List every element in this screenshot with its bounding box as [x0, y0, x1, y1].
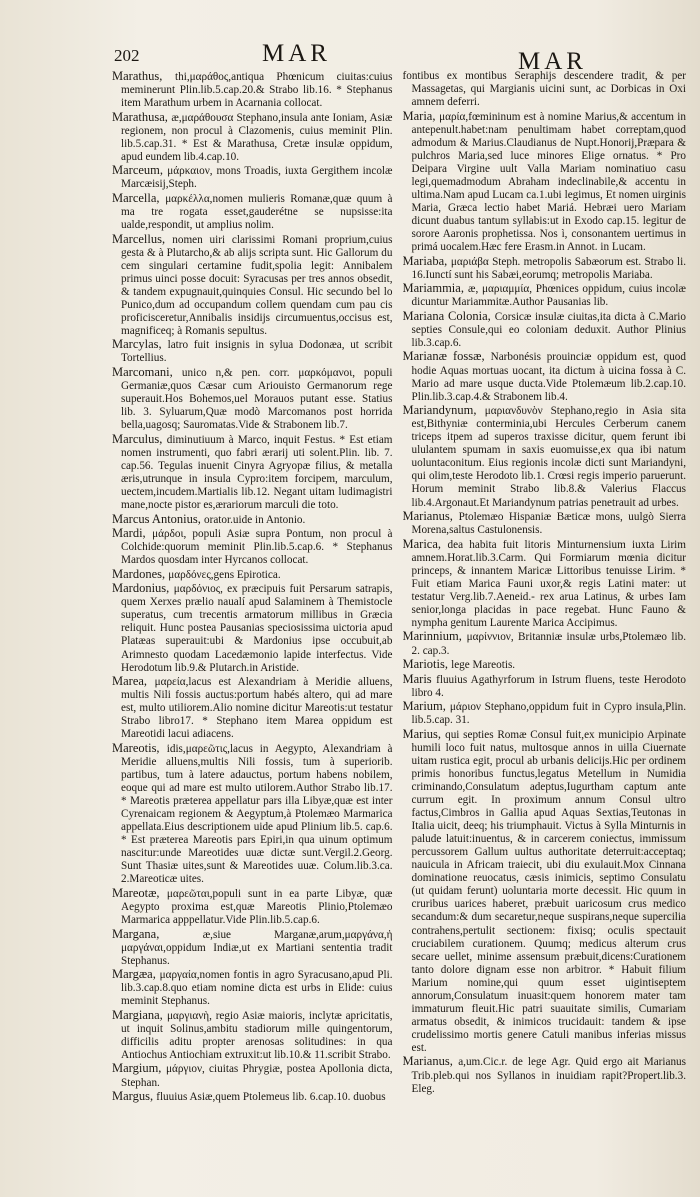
- dictionary-entry: [403, 538, 687, 630]
- dictionary-entry: [112, 433, 393, 512]
- entry-text: fluuius Asiæ,quem Ptolemeus lib. 6.cap.10. duobus: [156, 1091, 386, 1104]
- entry-text: μάρκαιον, mons Troadis, iuxta Gergithem incolæ Marcæisij,Steph.: [121, 165, 393, 191]
- dictionary-entry: [112, 338, 393, 365]
- dictionary-entry: [112, 675, 393, 741]
- entry-headword: Margium,: [112, 1061, 166, 1076]
- entry-headword: Mariammia,: [402, 281, 469, 296]
- entry-text: æ,μαράθουσα Stephano,insula ante Ioniam, Asiæ regionem, non procul à Clazomenis, cuius meminit Plin. lib.5.cap.31. * Est & Marathusa, Cretæ insulæ oppidum, apud eundem lib.4.cap.10.: [121, 111, 393, 163]
- dictionary-entry: [403, 110, 687, 255]
- running-head-left: MAR: [262, 40, 331, 67]
- entry-text: μαρεῶται,populi sunt in ea parte Libyæ, quæ Aegypto proxima est,quæ Mareotis Plinio,Ptolemæo Marmarica apppellatur.Vide Plin.lib.5.cap.6.: [121, 887, 393, 926]
- left-column: [112, 70, 393, 1105]
- entry-text: Corsicæ insulæ ciuitas,ita dicta à C.Mario septies Consule,qui eo coloniam deduxit. Author Plinius lib.3.cap.6.: [411, 310, 686, 349]
- running-head-right: MAR: [518, 48, 587, 75]
- dictionary-entry: [112, 568, 393, 582]
- dictionary-entry: [403, 282, 687, 309]
- dictionary-entry: [403, 673, 687, 700]
- dictionary-entry: [112, 968, 393, 1008]
- entry-text: idis,μαρεῶτις,lacus in Aegypto, Alexandriam à Meridie alluens,multis Nili fossis, tum à superiorib. partibus, tum à latere adauctus, portum habens nobilem, eoque qui ad mare est multo utilorem.Author Strabo lib.17. * Mareotis præterea appellatur pars illa Libyæ,quæ est inter Cyrenaicam regionem & Aegyptum,à Ptolemæo Marmarica appellata.Eius descriptionem uide apud Plinium lib.5. cap.6. * Est præterea Mareotis pars Epiri,in qua uinum optimum nascitur:unde Mareotides uuæ dictæ sunt.Vergil.2.Georg. Sunt Thasiæ uites,sunt & Mareotides uuæ. Colum.lib.3.ca. 2.Mareoticæ uites.: [121, 742, 393, 886]
- entry-headword: Mareotis,: [112, 740, 167, 755]
- entry-text: a,um.Cic.r. de lege Agr. Quid ergo ait Marianus Trib.pleb.qui nos Syllanos in inuidiam rapit?Propert.lib.3. Eleg.: [411, 1056, 686, 1095]
- entry-headword: Marius,: [402, 726, 446, 741]
- entry-headword: Margæa,: [112, 967, 160, 982]
- entry-text: μάριον Stephano,oppidum fuit in Cypro insula,Plin. lib.5.cap. 31.: [411, 701, 686, 727]
- dictionary-entry: [112, 366, 393, 432]
- entry-text: μαρδόνες,gens Epirotica.: [168, 568, 281, 581]
- dictionary-entry: [403, 700, 687, 727]
- entry-headword: Marcylas,: [112, 337, 168, 352]
- entry-text: lege Mareotis.: [451, 659, 516, 672]
- entry-headword: Marianus,: [402, 509, 459, 524]
- entry-text: μαργιανὴ, regio Asiæ maioris, inclytæ apricitatis, ut inquit Solinus,ambitu stadiorum mille quingentorum, difficilis aditu propter arenosas solitudines: in qua Antiochus Antiochiam extruxit:ut lib.10.& 11.scribit Strabo.: [121, 1009, 393, 1061]
- entry-headword: Mardonius,: [112, 581, 174, 596]
- dictionary-entry: [403, 255, 687, 282]
- entry-text: qui septies Romæ Consul fuit,ex municipio Arpinate humili loco fuit natus, multosque annos in uilla Ciuernate uitam rustica egit, procul ab urbanis delicijs.Hic per ordinem primis honoribus functus,legatus Metellum in Numidia criminando,Consulatum adeptus,Iugurtham captum ante currum egit. In proximum annum Consul ultro factus,Cimbros in Gallia apud Aquas Sextias,Teutonas in Italia uicit, deeq; his triumphauit. Victus à Sylla Minturnis in palude latuit:inuentus, & in carcerem coniectus, immissum percussorem Gallum uultus authoritate deterruit:acceptaq; nauicula in Africam traiecit, ubi diu exulauit.Mox Cinnana dominatione reuocatus, cæsis inimicis, septimo Consulatu (ut quidam ferunt) uoluntaria morte decessit. Hic quum in cruribus uarices haberet, præbuit uaricosum crus medico secandum:& dum secaretur,neque suspirans,neque supercilia contrahens,pertulit sectionem: fixisq; oculis spectauit cruciabilem curationem. Quumq; medicus alterum crus secare uellet, minime assensum præbuit,dicens:Curationem tanto dolore dignam esse non arbitror. * Habuit filium Marium nomine,qui quum esset uigintiseptem annorum,Consulatum inuasit:quem honorem mater tam immaturum fleuit.Hic patri suauitate similis, Cumariam armatus obsedit, & inimicos trucidauit: tandem & ipse crudelissimo mortis genere Catuli manibus inferias missus est.: [411, 728, 686, 1054]
- entry-headword: Mardi,: [112, 526, 153, 541]
- dictionary-entry: [112, 582, 393, 674]
- dictionary-entry: [403, 728, 687, 1055]
- entry-text: Ptolemæo Hispaniæ Bæticæ mons, uulgò Sierra Morena,saltus Castulonensis.: [411, 511, 686, 537]
- entry-headword: Maria,: [402, 108, 440, 123]
- dictionary-entry: [112, 1009, 393, 1062]
- page-header: [112, 40, 686, 75]
- entry-text: Narbonésis prouinciæ oppidum est, quod hodie Aquas mortuas uocant, ita dictum à uicina fossa à C. Mario ad mare usque ducta.Vide Ptolemæum lib.2.cap.10. Plin.lib.3.cap.4.& Strabonem lib.4.: [411, 351, 686, 403]
- entry-headword: Maris: [402, 671, 437, 686]
- entry-text: fontibus ex montibus Seraphijs descendere tradit, & per Massagetas, qui Margianis uicini sunt, ac Dorbicas in Oxi amnem deferri.: [402, 70, 686, 109]
- entry-text: μαρεία,lacus est Alexandriam à Meridie alluens, multis Nili fossis auctus:portum habés altero, qui ad mare est, multo utiliorem.Alio nomine dicitur Mareotis:ut testatur Strabo libro17. * Stephano item Marea oppidum est Mareotidi lacui adiacens.: [121, 676, 393, 741]
- dictionary-entry: [112, 742, 393, 887]
- entry-headword: Mareotæ,: [112, 885, 167, 900]
- entry-text: μαριάβα Steph. metropolis Sabæorum est. Strabo li. 16.Iunctí sunt his Sabæi,eorumq; metropolis Mariaba.: [411, 255, 686, 281]
- entry-headword: Marica,: [402, 536, 448, 551]
- entry-headword: Mariaba,: [402, 253, 451, 268]
- dictionary-entry: [112, 527, 393, 567]
- entry-headword: Marcella,: [112, 190, 166, 205]
- entry-headword: Marianæ fossæ,: [402, 349, 491, 364]
- entry-headword: Mardones,: [112, 566, 169, 581]
- entry-text: μάργιον, ciuitas Phrygiæ, postea Apollonia dicta, Stephan.: [121, 1063, 393, 1089]
- dictionary-entry: [112, 192, 393, 232]
- entry-text: unico n,& pen. corr. μαρκόμανοι, populi Germaniæ,quos Cæsar cum Ariouisto Germanorum rege superauit.Hos Bohemos,uel Morauos putant esse. Statius lib. 3. Syluarum,Quæ modò Marcomanos post horrida bella,uagosq; Sauromatas.Vide & Strabonem lib.7.: [121, 367, 393, 432]
- entry-text: μαρία,fœmininum est à nomine Marius,& accentum in antepenult.habet:nam penultimam habet correptam,quod admodum & Marius.Claudianus de Nupt.Honorij,Præpara & pulchros Maria,sed luce minores Elige ornatus. * Pro Deipara Virgine uult Valla Mariam nominatiuo casu legi,quemadmodum Abraham indeclinabile,& accentu in ultima.Nam apud Lucam ca.1.ubi legimus, Et nomen uirginis Maria, Græca lectio habet Mariá. Hebræi uero Mariam dicunt duabus tantum syllabis:ut in Exodo cap.15. legitur de sorore Aaronis prophetissa. Nos ì, consonantem uertimus in primá uocalem.Hæc fere Erasm.in Annot. in Lucam.: [411, 110, 686, 254]
- page-number: 202: [114, 46, 140, 65]
- dictionary-entry: [112, 1062, 393, 1089]
- entry-headword: Marathusa,: [112, 109, 172, 124]
- dictionary-entry: [403, 658, 687, 672]
- text-columns: [112, 70, 686, 1105]
- entry-headword: Marceum,: [112, 163, 168, 178]
- entry-text: æ, μαριαμμία, Phœnices oppidum, cuius incolæ dicuntur Mariammitæ.Author Pausanias lib.: [411, 283, 686, 309]
- entry-text: orator.uide in Antonio.: [204, 513, 306, 526]
- dictionary-entry: [403, 510, 687, 537]
- entry-headword: Marium,: [402, 699, 450, 714]
- entry-text: nomen uiri clarissimi Romani proprium,cuius gesta & à Plutarcho,& ab alijs scripta sunt. Hic Gallorum du cem singulari certamine fudit,spolia legit: Annibalem primus uinci posse docuit: Syracusas per tres annos obsedit, & tandem expugnauit,quinquies Consul. Hic secundo bel lo Punico,dum ad occupandum collem quendam cum pau cis proficisceretur,Annibalis insidijs circumuentus,occisus est, magnificeq; à Romanis sepultus.: [121, 233, 393, 337]
- entry-text: μαρίννιον, Britanniæ insulæ urbs,Ptolemæo lib. 2. cap.3.: [411, 631, 686, 657]
- entry-headword: Mariotis,: [402, 657, 452, 672]
- dictionary-entry: [112, 233, 393, 338]
- entry-headword: Marcomani,: [112, 365, 182, 380]
- dictionary-entry: [112, 70, 393, 110]
- right-column: [403, 70, 687, 1105]
- entry-headword: Margus,: [112, 1089, 157, 1104]
- dictionary-entry: [112, 928, 393, 968]
- entry-headword: Marcus Antonius,: [112, 511, 205, 526]
- entry-text: fluuius Agathyrforum in Istrum fluens, teste Herodoto libro 4.: [411, 673, 686, 699]
- entry-text: μάρδοι, populi Asiæ supra Pontum, non procul à Colchide:quorum meminit Plin.lib.5.cap.6. * Stephanus Mardos quosdam inter Hyrcanos collocat.: [121, 528, 393, 567]
- entry-headword: Marathus,: [112, 70, 176, 83]
- entry-headword: Mariana Colonia,: [402, 308, 495, 323]
- entry-headword: Marcellus,: [112, 231, 173, 246]
- entry-headword: Margana,: [112, 926, 203, 941]
- entry-text: latro fuit insignis in sylua Dodonæa, ut scribit Tortellius.: [121, 339, 393, 365]
- entry-text: diminutiuum à Marco, inquit Festus. * Est etiam nomen instrumenti, quo fabri ærarij uti solent.Plin. lib. 7. cap.56. Tegulas inuenit Cinyra Agryopæ filius, & metalla æris,utrunque in insula Cypro:item forcipem, marculum, uectem,incudem.Martialis lib.12. Negant uitam ludimagistri mane,nocte pistor es,ærariorum marculi die toto.: [121, 433, 393, 511]
- dictionary-entry: [112, 887, 393, 927]
- entry-text: μαργαία,nomen fontis in agro Syracusano,apud Pli. lib.3.cap.8.quo etiam nomine dicta est urbs in Elide: cuius meminit Stephanus.: [121, 969, 393, 1008]
- entry-text: μαρδόνιος, ex præcipuis fuit Persarum satrapis, quem Xerxes prælio naualí apud Salaminem à Themistocle superatus, cum trecentis armatorum millibus in Græcia reliquit. Hunc postea Pausanias speciosissima uictoria apud Platæas superauit:ubi & Mardonius ipse occubuit,ab Arimnesto quodam Lacedæmonio lapide interfectus. Vide Herodotum lib.9.& Plutarch.in Aristide.: [121, 583, 393, 674]
- entry-headword: Marianus,: [402, 1054, 459, 1069]
- dictionary-entry: [403, 630, 687, 657]
- dictionary-entry: [403, 404, 687, 509]
- dictionary-entry: [112, 513, 393, 527]
- entry-headword: Margiana,: [112, 1007, 167, 1022]
- entry-text: thi,μαράθος,antiqua Phœnicum ciuitas:cuius meminerunt Plin.lib.5.cap.20.& Strabo lib.16. * Stephanus item Marathum urbem in Acarnania collocat.: [121, 71, 393, 110]
- dictionary-entry: [112, 164, 393, 191]
- entry-text: dea habita fuit litoris Minturnensium iuxta Lirim amnem.Horat.lib.3.Carm. Qui Formiarum mœnia dicitur princeps, & innantem Maricæ Littoribus tenuisse Lirim. * Fuit etiam Marica Fauni uxor,& regis Latini mater: ut testatur Verg.lib.7.Aeneid.- rex arua Latinus, & urbes Iam senior,longa placidas in pace regebat. Hunc Fauno & nympha genitum Laurente Marica Accipimus.: [411, 538, 686, 629]
- entry-text: æ,siue Marganæ,arum,μαργάνα,ἡ μαργάναι,oppidum Indiæ,ut ex Martiani sententia tradit Stephanus.: [121, 928, 393, 967]
- entry-headword: Marculus,: [112, 431, 167, 446]
- dictionary-entry: [112, 111, 393, 164]
- dictionary-entry: [403, 350, 687, 403]
- dictionary-entry: [403, 310, 687, 350]
- entry-headword: Mariandynum,: [402, 403, 485, 418]
- dictionary-entry: [403, 1055, 687, 1095]
- entry-text: μαρκέλλα,nomen mulieris Romanæ,quæ quum à ma tre rogata esset,gauderétne se nupsisse:ita ualde,respondit, ut amplius nolim.: [121, 192, 393, 232]
- dictionary-entry: [112, 1090, 393, 1104]
- entry-headword: Marinnium,: [402, 629, 467, 644]
- entry-text: μαριανδυνὸν Stephano,regio in Asia sita est,Bithyniæ conterminia,ubi Hercules Cerberum canem triceps itpem ad superos traxisse dicitur, quem ferunt ibi ululantem spumam in saxis euomuisse,ex qua ibi natum uoluntaconitum. Eius regionis incolæ dicti sunt Mariandyni, qui olim,teste Herodoto lib.1. Crœsi regis imperio paruerunt. Horum meminit Strabo lib.8.& Valerius Flaccus lib.4.Argonaut.Et Mariandynum patrias penetrauit ad urbes.: [411, 405, 686, 509]
- entry-headword: Marea,: [112, 674, 155, 689]
